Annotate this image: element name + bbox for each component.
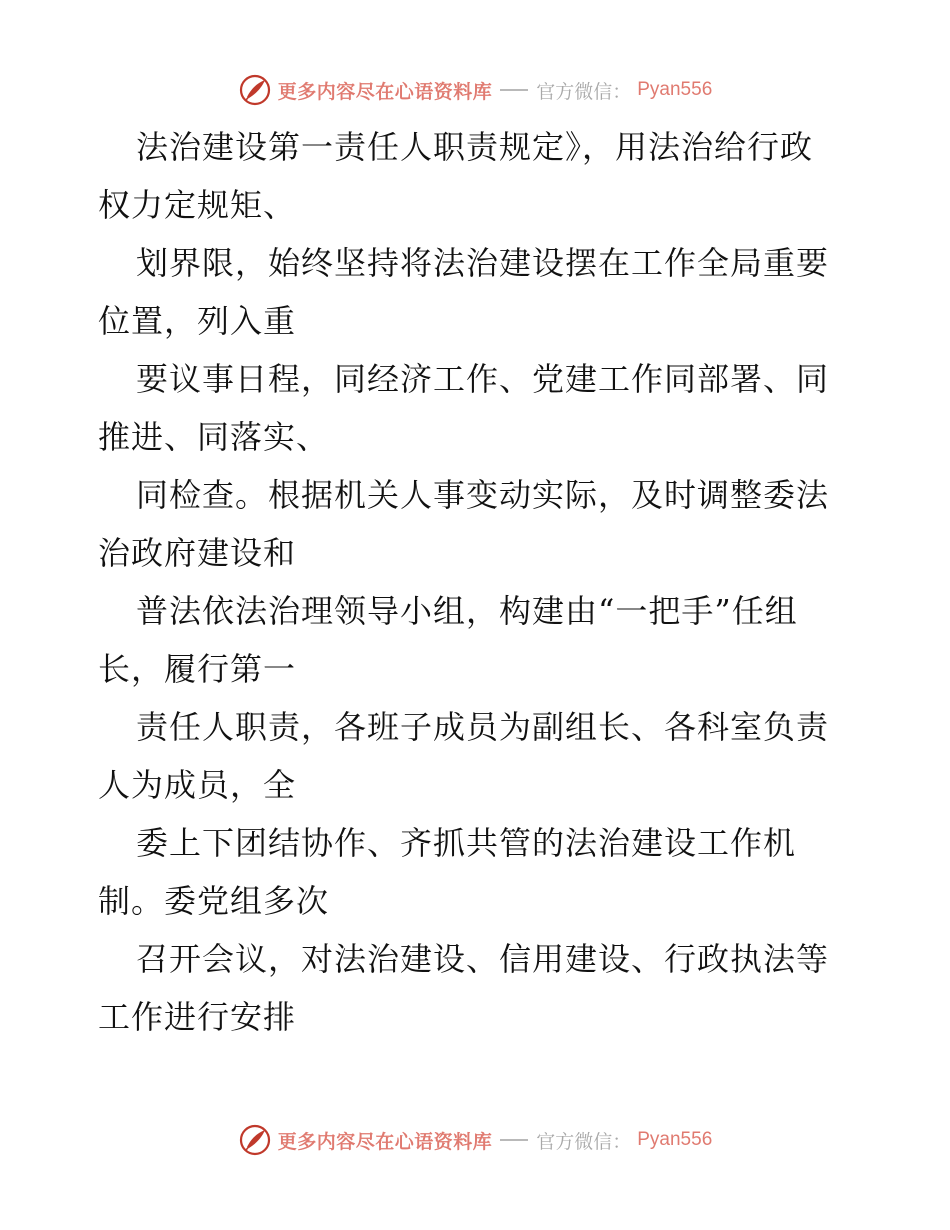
body-line: 推进、同落实、 xyxy=(98,418,330,456)
body-line: 要议事日程，同经济工作、党建工作同部署、同 xyxy=(136,360,830,398)
body-line: 委上下团结协作、齐抓共管的法治建设工作机 xyxy=(136,824,797,862)
document-body xyxy=(98,118,858,1046)
body-line: 责任人职责，各班子成员为副组长、各科室负责 xyxy=(136,708,830,746)
body-line: 位置，列入重 xyxy=(98,302,297,340)
quill-logo-icon xyxy=(238,1123,272,1157)
footer-wechat-id: Pyan556 xyxy=(637,1129,713,1150)
header-wechat-label: 官方微信： xyxy=(536,80,632,103)
footer-banner-inner xyxy=(238,1123,713,1157)
header-banner xyxy=(0,70,950,110)
body-line: 工作进行安排 xyxy=(98,998,297,1036)
body-line: 制。委党组多次 xyxy=(98,882,330,920)
body-line: 召开会议，对法治建设、信用建设、行政执法等 xyxy=(136,940,830,978)
body-line: 权力定规矩、 xyxy=(98,186,297,224)
header-banner-inner xyxy=(238,73,713,107)
body-line: 人为成员，全 xyxy=(98,766,297,804)
header-site-text: 更多内容尽在心语资料库 xyxy=(277,80,493,103)
footer-site-text: 更多内容尽在心语资料库 xyxy=(277,1130,493,1153)
header-wechat-id: Pyan556 xyxy=(637,79,713,100)
footer-wechat-label: 官方微信： xyxy=(536,1130,632,1153)
body-line: 治政府建设和 xyxy=(98,534,297,572)
quill-logo-icon xyxy=(238,73,272,107)
footer-dash xyxy=(500,1139,528,1141)
header-dash xyxy=(500,89,528,91)
footer-banner xyxy=(0,1120,950,1160)
body-line: 同检查。根据机关人事变动实际，及时调整委法 xyxy=(136,476,830,514)
body-line: 普法依法治理领导小组，构建由“一把手”任组 xyxy=(136,592,798,630)
body-line: 划界限，始终坚持将法治建设摆在工作全局重要 xyxy=(136,244,830,282)
body-line: 长，履行第一 xyxy=(98,650,297,688)
body-line: 法治建设第一责任人职责规定》，用法治给行政 xyxy=(136,128,814,166)
